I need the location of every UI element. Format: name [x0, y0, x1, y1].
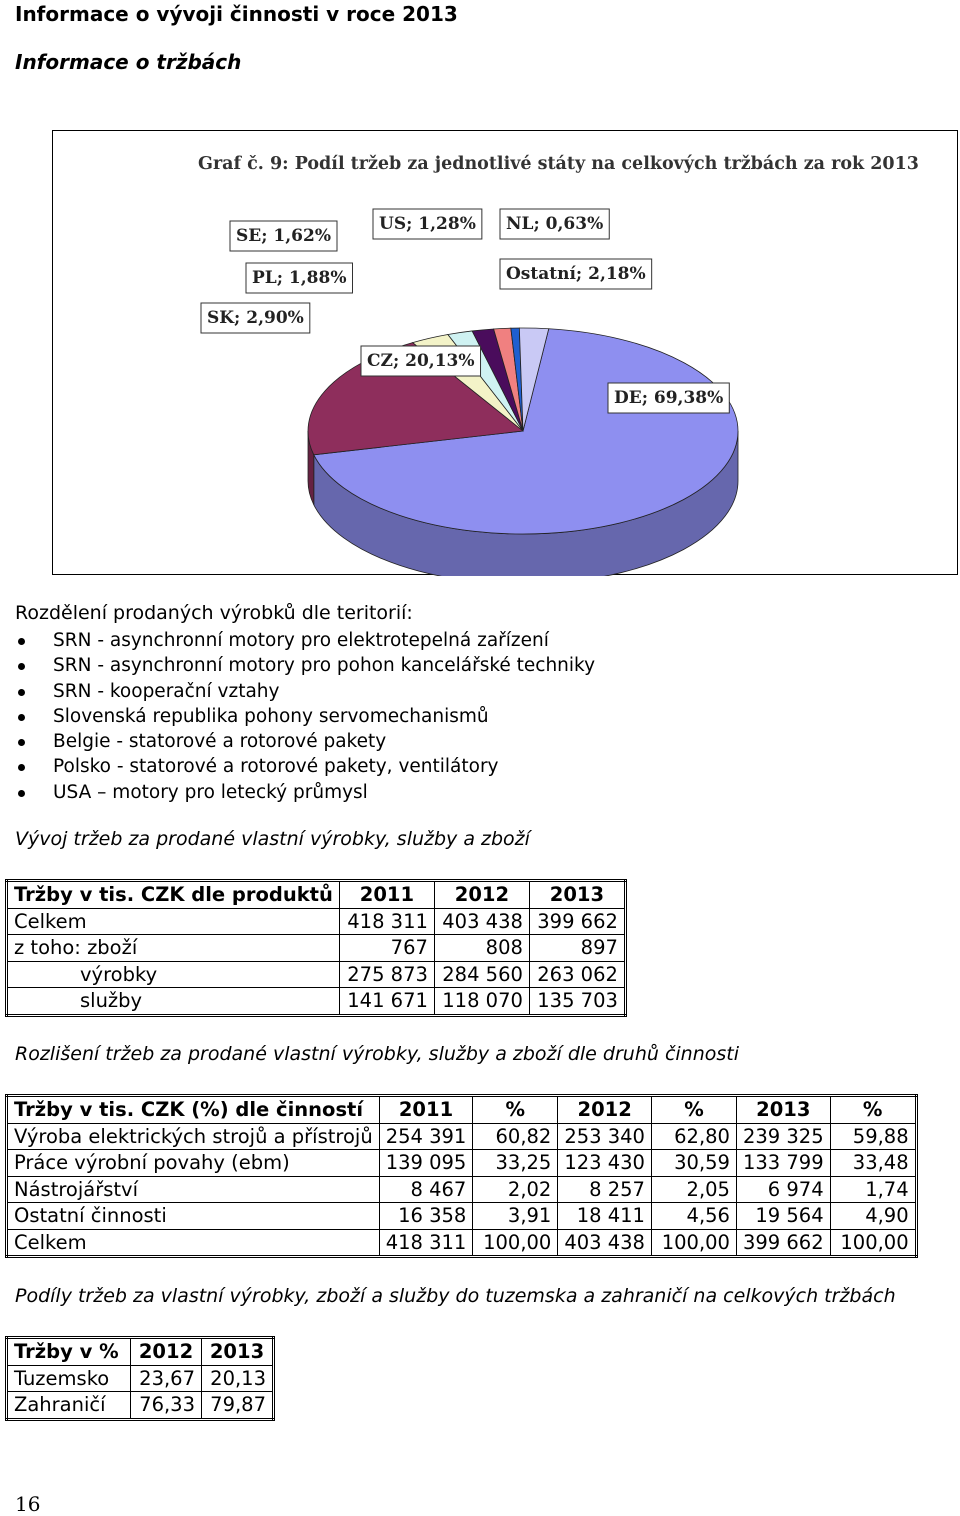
table-cell: 60,82	[473, 1123, 558, 1150]
svg-text:PL; 1,88%: PL; 1,88%	[252, 268, 347, 288]
table-cell: 4,90	[830, 1203, 916, 1230]
table-cell: 123 430	[558, 1150, 652, 1177]
table-header: %	[651, 1096, 736, 1124]
table-cell: 8 257	[558, 1176, 652, 1203]
table-cell: z toho: zboží	[7, 935, 340, 962]
table-row	[7, 988, 626, 1016]
table-cell: 100,00	[473, 1229, 558, 1257]
pie-label-us	[373, 209, 482, 239]
table-header: 2012	[558, 1096, 652, 1124]
table-cell: 399 662	[736, 1229, 830, 1257]
list-item: Polsko - statorové a rotorové pakety, ventilátory	[15, 754, 595, 779]
table-cell: 33,48	[830, 1150, 916, 1177]
table-cell: 2,05	[651, 1176, 736, 1203]
table-row	[7, 908, 626, 935]
activities-table	[5, 1094, 918, 1258]
list-item: SRN - kooperační vztahy	[15, 679, 595, 704]
table-cell: 399 662	[529, 908, 625, 935]
pie-label-nl	[500, 209, 609, 239]
table-header-row	[7, 881, 626, 909]
svg-text:DE; 69,38%: DE; 69,38%	[614, 388, 724, 408]
table-cell: 263 062	[529, 961, 625, 988]
table-cell: 767	[339, 935, 434, 962]
table-cell: 239 325	[736, 1123, 830, 1150]
table-cell: 135 703	[529, 988, 625, 1016]
table-cell: 275 873	[339, 961, 434, 988]
table-cell: 3,91	[473, 1203, 558, 1230]
table1-caption: Vývoj tržeb za prodané vlastní výrobky, služby a zboží	[15, 828, 530, 850]
table-header: Tržby v %	[7, 1338, 131, 1366]
svg-text:SK; 2,90%: SK; 2,90%	[207, 308, 304, 328]
table-row	[7, 935, 626, 962]
pie-label-ostatní	[500, 259, 652, 289]
products-table	[5, 879, 627, 1017]
table-cell: 62,80	[651, 1123, 736, 1150]
table-cell: 403 438	[558, 1229, 652, 1257]
table-header: 2011	[339, 881, 434, 909]
pie-chart-frame	[52, 130, 958, 575]
table-cell: 118 070	[434, 988, 529, 1016]
table-cell: Tuzemsko	[7, 1365, 131, 1392]
table-cell: 1,74	[830, 1176, 916, 1203]
table-header: %	[473, 1096, 558, 1124]
table-cell: 139 095	[379, 1150, 473, 1177]
table-cell: 30,59	[651, 1150, 736, 1177]
table-header: 2013	[529, 881, 625, 909]
svg-text:US; 1,28%: US; 1,28%	[379, 214, 476, 234]
pie-label-se	[230, 221, 337, 251]
table-header: 2013	[736, 1096, 830, 1124]
table-row	[7, 1229, 917, 1257]
domestic-foreign-table	[5, 1336, 275, 1421]
pie-label-sk	[201, 303, 310, 333]
table-row	[7, 1365, 274, 1392]
table-cell: Výroba elektrických strojů a přístrojů	[7, 1123, 380, 1150]
list-item: SRN - asynchronní motory pro pohon kancelářské techniky	[15, 653, 595, 678]
section-title: Informace o tržbách	[15, 50, 242, 74]
svg-text:CZ; 20,13%: CZ; 20,13%	[367, 351, 475, 371]
table-cell: 418 311	[379, 1229, 473, 1257]
table-cell: 76,33	[131, 1392, 202, 1420]
table3-caption: Podíly tržeb za vlastní výrobky, zboží a služby do tuzemska a zahraničí na celkových tržbách	[15, 1285, 896, 1307]
table-cell: 2,02	[473, 1176, 558, 1203]
list-item: USA – motory pro letecký průmysl	[15, 780, 595, 805]
territories-heading: Rozdělení prodaných výrobků dle teritorií:	[15, 602, 413, 624]
table-cell: 33,25	[473, 1150, 558, 1177]
table-header: 2012	[434, 881, 529, 909]
table-cell: 100,00	[830, 1229, 916, 1257]
table-cell: 23,67	[131, 1365, 202, 1392]
table-header: 2013	[202, 1338, 274, 1366]
table-cell: 418 311	[339, 908, 434, 935]
table-cell: 253 340	[558, 1123, 652, 1150]
table-cell: 254 391	[379, 1123, 473, 1150]
table-row	[7, 1150, 917, 1177]
table-cell: 4,56	[651, 1203, 736, 1230]
table-cell: 79,87	[202, 1392, 274, 1420]
table-cell: 8 467	[379, 1176, 473, 1203]
table-cell: 808	[434, 935, 529, 962]
table-cell: výrobky	[7, 961, 340, 988]
table-cell: 100,00	[651, 1229, 736, 1257]
chart-title: Graf č. 9: Podíl tržeb za jednotlivé státy na celkových tržbách za rok 2013	[198, 154, 919, 174]
pie-label-pl	[246, 263, 353, 293]
table-header-row	[7, 1096, 917, 1124]
table-cell: Zahraničí	[7, 1392, 131, 1420]
territories-list	[15, 628, 595, 805]
table-row	[7, 1203, 917, 1230]
table-header: %	[830, 1096, 916, 1124]
table-cell: služby	[7, 988, 340, 1016]
table-cell: 284 560	[434, 961, 529, 988]
table-cell: Ostatní činnosti	[7, 1203, 380, 1230]
table-cell: 20,13	[202, 1365, 274, 1392]
table-row	[7, 961, 626, 988]
table-cell: 133 799	[736, 1150, 830, 1177]
table-header: Tržby v tis. CZK (%) dle činností	[7, 1096, 380, 1124]
table-row	[7, 1123, 917, 1150]
table-row	[7, 1176, 917, 1203]
pie-chart	[53, 131, 959, 576]
svg-text:SE; 1,62%: SE; 1,62%	[236, 226, 331, 246]
table-header: 2011	[379, 1096, 473, 1124]
table-cell: Celkem	[7, 1229, 380, 1257]
table-cell: Práce výrobní povahy (ebm)	[7, 1150, 380, 1177]
table-cell: 6 974	[736, 1176, 830, 1203]
table-cell: 18 411	[558, 1203, 652, 1230]
table-cell: 16 358	[379, 1203, 473, 1230]
page-title: Informace o vývoji činnosti v roce 2013	[15, 2, 458, 26]
list-item: SRN - asynchronní motory pro elektrotepelná zařízení	[15, 628, 595, 653]
pie-label-de	[608, 383, 729, 413]
svg-text:NL; 0,63%: NL; 0,63%	[506, 214, 604, 234]
table-header-row	[7, 1338, 274, 1366]
table-cell: 19 564	[736, 1203, 830, 1230]
table-cell: 59,88	[830, 1123, 916, 1150]
svg-text:Ostatní; 2,18%: Ostatní; 2,18%	[506, 264, 646, 284]
table-cell: 403 438	[434, 908, 529, 935]
table-header: 2012	[131, 1338, 202, 1366]
page-number: 16	[15, 1492, 41, 1516]
table-cell: 141 671	[339, 988, 434, 1016]
list-item: Belgie - statorové a rotorové pakety	[15, 729, 595, 754]
table-cell: Nástrojářství	[7, 1176, 380, 1203]
table-header: Tržby v tis. CZK dle produktů	[7, 881, 340, 909]
pie-label-cz	[361, 346, 481, 376]
list-item: Slovenská republika pohony servomechanismů	[15, 704, 595, 729]
table-cell: Celkem	[7, 908, 340, 935]
table2-caption: Rozlišení tržeb za prodané vlastní výrobky, služby a zboží dle druhů činnosti	[15, 1043, 740, 1065]
table-cell: 897	[529, 935, 625, 962]
table-row	[7, 1392, 274, 1420]
